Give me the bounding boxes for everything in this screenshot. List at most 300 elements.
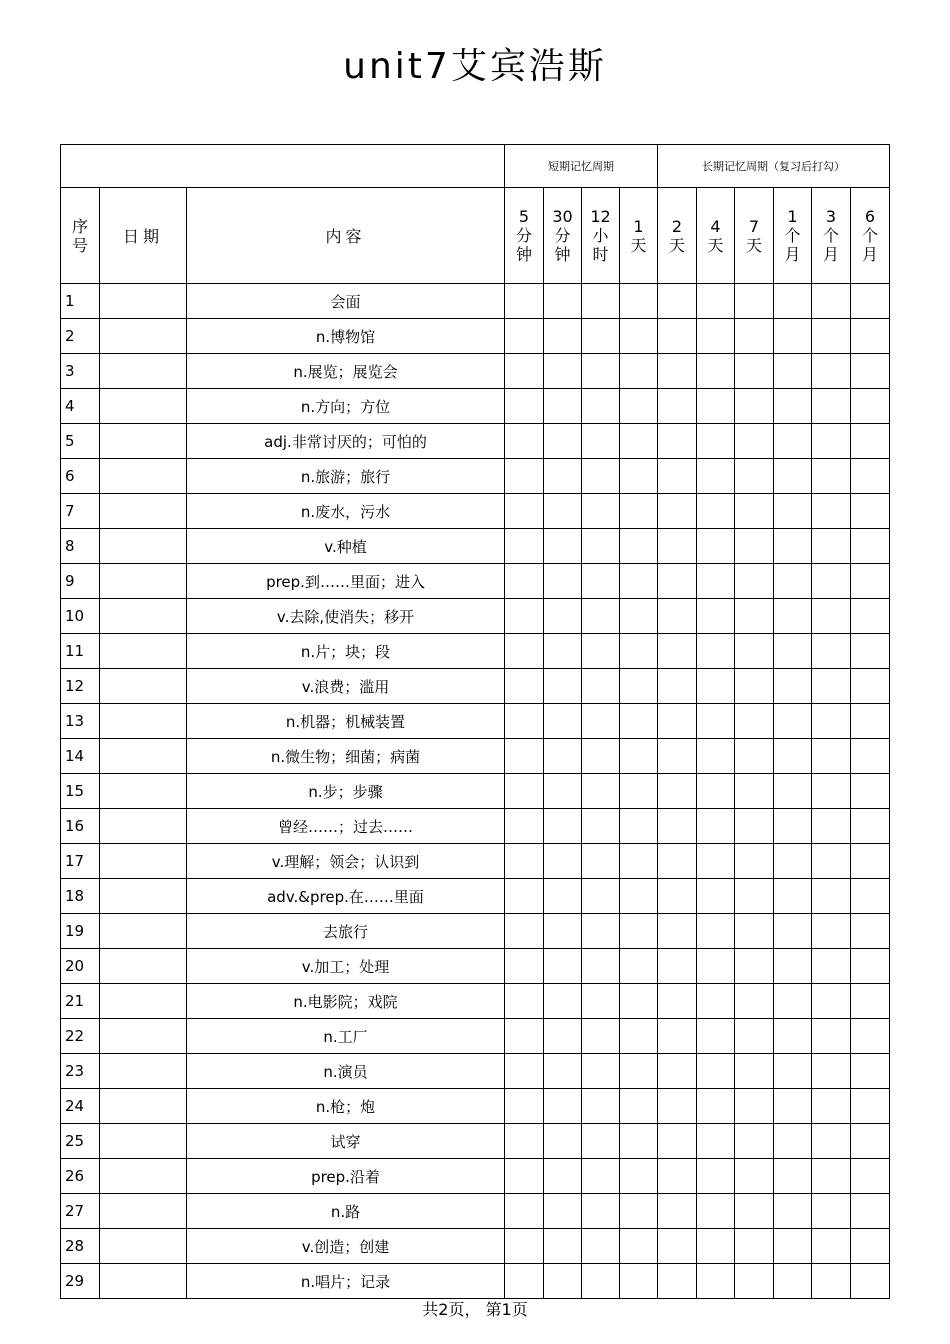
review-check-cell[interactable] bbox=[735, 1264, 774, 1299]
review-check-cell[interactable] bbox=[774, 1124, 812, 1159]
review-check-cell[interactable] bbox=[620, 739, 658, 774]
review-check-cell[interactable] bbox=[620, 424, 658, 459]
review-check-cell[interactable] bbox=[697, 949, 735, 984]
review-check-cell[interactable] bbox=[697, 424, 735, 459]
review-check-cell[interactable] bbox=[620, 284, 658, 319]
review-check-cell[interactable] bbox=[544, 1054, 582, 1089]
review-check-cell[interactable] bbox=[697, 1229, 735, 1264]
review-check-cell[interactable] bbox=[812, 1124, 851, 1159]
review-check-cell[interactable] bbox=[812, 774, 851, 809]
review-check-cell[interactable] bbox=[505, 564, 544, 599]
review-check-cell[interactable] bbox=[812, 529, 851, 564]
review-check-cell[interactable] bbox=[620, 564, 658, 599]
review-check-cell[interactable] bbox=[582, 1019, 620, 1054]
review-check-cell[interactable] bbox=[544, 319, 582, 354]
review-check-cell[interactable] bbox=[620, 809, 658, 844]
review-check-cell[interactable] bbox=[851, 1229, 890, 1264]
review-check-cell[interactable] bbox=[658, 1264, 697, 1299]
review-check-cell[interactable] bbox=[735, 1194, 774, 1229]
review-check-cell[interactable] bbox=[697, 354, 735, 389]
review-check-cell[interactable] bbox=[620, 1089, 658, 1124]
review-check-cell[interactable] bbox=[582, 844, 620, 879]
review-check-cell[interactable] bbox=[582, 389, 620, 424]
review-check-cell[interactable] bbox=[544, 1159, 582, 1194]
review-check-cell[interactable] bbox=[582, 809, 620, 844]
review-check-cell[interactable] bbox=[735, 844, 774, 879]
review-check-cell[interactable] bbox=[544, 774, 582, 809]
review-check-cell[interactable] bbox=[658, 389, 697, 424]
review-check-cell[interactable] bbox=[697, 914, 735, 949]
date-cell[interactable] bbox=[100, 634, 187, 669]
review-check-cell[interactable] bbox=[697, 634, 735, 669]
review-check-cell[interactable] bbox=[658, 529, 697, 564]
review-check-cell[interactable] bbox=[544, 284, 582, 319]
review-check-cell[interactable] bbox=[774, 459, 812, 494]
review-check-cell[interactable] bbox=[812, 704, 851, 739]
review-check-cell[interactable] bbox=[851, 319, 890, 354]
review-check-cell[interactable] bbox=[735, 1159, 774, 1194]
review-check-cell[interactable] bbox=[774, 634, 812, 669]
review-check-cell[interactable] bbox=[812, 1229, 851, 1264]
review-check-cell[interactable] bbox=[735, 914, 774, 949]
review-check-cell[interactable] bbox=[774, 599, 812, 634]
date-cell[interactable] bbox=[100, 669, 187, 704]
review-check-cell[interactable] bbox=[658, 284, 697, 319]
review-check-cell[interactable] bbox=[544, 529, 582, 564]
review-check-cell[interactable] bbox=[582, 319, 620, 354]
review-check-cell[interactable] bbox=[735, 879, 774, 914]
review-check-cell[interactable] bbox=[812, 1019, 851, 1054]
review-check-cell[interactable] bbox=[774, 284, 812, 319]
review-check-cell[interactable] bbox=[582, 529, 620, 564]
review-check-cell[interactable] bbox=[658, 1124, 697, 1159]
review-check-cell[interactable] bbox=[658, 1229, 697, 1264]
date-cell[interactable] bbox=[100, 844, 187, 879]
review-check-cell[interactable] bbox=[851, 879, 890, 914]
review-check-cell[interactable] bbox=[505, 319, 544, 354]
review-check-cell[interactable] bbox=[735, 739, 774, 774]
review-check-cell[interactable] bbox=[620, 389, 658, 424]
date-cell[interactable] bbox=[100, 1229, 187, 1264]
review-check-cell[interactable] bbox=[505, 1229, 544, 1264]
review-check-cell[interactable] bbox=[582, 1194, 620, 1229]
review-check-cell[interactable] bbox=[658, 669, 697, 704]
date-cell[interactable] bbox=[100, 774, 187, 809]
review-check-cell[interactable] bbox=[851, 564, 890, 599]
review-check-cell[interactable] bbox=[812, 354, 851, 389]
review-check-cell[interactable] bbox=[851, 1124, 890, 1159]
review-check-cell[interactable] bbox=[851, 809, 890, 844]
review-check-cell[interactable] bbox=[505, 774, 544, 809]
review-check-cell[interactable] bbox=[582, 634, 620, 669]
review-check-cell[interactable] bbox=[774, 949, 812, 984]
review-check-cell[interactable] bbox=[505, 704, 544, 739]
date-cell[interactable] bbox=[100, 1089, 187, 1124]
review-check-cell[interactable] bbox=[812, 1159, 851, 1194]
review-check-cell[interactable] bbox=[505, 914, 544, 949]
review-check-cell[interactable] bbox=[544, 1229, 582, 1264]
review-check-cell[interactable] bbox=[620, 494, 658, 529]
review-check-cell[interactable] bbox=[812, 634, 851, 669]
review-check-cell[interactable] bbox=[697, 774, 735, 809]
review-check-cell[interactable] bbox=[620, 704, 658, 739]
review-check-cell[interactable] bbox=[505, 599, 544, 634]
review-check-cell[interactable] bbox=[851, 914, 890, 949]
date-cell[interactable] bbox=[100, 424, 187, 459]
review-check-cell[interactable] bbox=[812, 494, 851, 529]
review-check-cell[interactable] bbox=[620, 1159, 658, 1194]
review-check-cell[interactable] bbox=[658, 564, 697, 599]
review-check-cell[interactable] bbox=[544, 494, 582, 529]
review-check-cell[interactable] bbox=[620, 319, 658, 354]
date-cell[interactable] bbox=[100, 599, 187, 634]
review-check-cell[interactable] bbox=[735, 949, 774, 984]
review-check-cell[interactable] bbox=[812, 1264, 851, 1299]
review-check-cell[interactable] bbox=[774, 564, 812, 599]
review-check-cell[interactable] bbox=[774, 1054, 812, 1089]
review-check-cell[interactable] bbox=[582, 1054, 620, 1089]
review-check-cell[interactable] bbox=[774, 914, 812, 949]
review-check-cell[interactable] bbox=[505, 739, 544, 774]
review-check-cell[interactable] bbox=[658, 879, 697, 914]
review-check-cell[interactable] bbox=[505, 284, 544, 319]
date-cell[interactable] bbox=[100, 949, 187, 984]
review-check-cell[interactable] bbox=[544, 1194, 582, 1229]
review-check-cell[interactable] bbox=[544, 1124, 582, 1159]
date-cell[interactable] bbox=[100, 459, 187, 494]
date-cell[interactable] bbox=[100, 354, 187, 389]
date-cell[interactable] bbox=[100, 319, 187, 354]
review-check-cell[interactable] bbox=[582, 879, 620, 914]
review-check-cell[interactable] bbox=[505, 494, 544, 529]
review-check-cell[interactable] bbox=[658, 1019, 697, 1054]
date-cell[interactable] bbox=[100, 284, 187, 319]
review-check-cell[interactable] bbox=[620, 669, 658, 704]
review-check-cell[interactable] bbox=[505, 949, 544, 984]
review-check-cell[interactable] bbox=[697, 1264, 735, 1299]
review-check-cell[interactable] bbox=[620, 599, 658, 634]
review-check-cell[interactable] bbox=[697, 1054, 735, 1089]
review-check-cell[interactable] bbox=[851, 529, 890, 564]
review-check-cell[interactable] bbox=[774, 809, 812, 844]
review-check-cell[interactable] bbox=[620, 949, 658, 984]
review-check-cell[interactable] bbox=[735, 459, 774, 494]
review-check-cell[interactable] bbox=[735, 634, 774, 669]
date-cell[interactable] bbox=[100, 914, 187, 949]
review-check-cell[interactable] bbox=[697, 1194, 735, 1229]
review-check-cell[interactable] bbox=[735, 424, 774, 459]
review-check-cell[interactable] bbox=[812, 914, 851, 949]
review-check-cell[interactable] bbox=[697, 564, 735, 599]
review-check-cell[interactable] bbox=[697, 739, 735, 774]
review-check-cell[interactable] bbox=[620, 1264, 658, 1299]
review-check-cell[interactable] bbox=[735, 284, 774, 319]
review-check-cell[interactable] bbox=[505, 389, 544, 424]
review-check-cell[interactable] bbox=[851, 949, 890, 984]
review-check-cell[interactable] bbox=[774, 354, 812, 389]
date-cell[interactable] bbox=[100, 494, 187, 529]
date-cell[interactable] bbox=[100, 1019, 187, 1054]
review-check-cell[interactable] bbox=[735, 704, 774, 739]
review-check-cell[interactable] bbox=[620, 529, 658, 564]
review-check-cell[interactable] bbox=[697, 844, 735, 879]
review-check-cell[interactable] bbox=[505, 1159, 544, 1194]
review-check-cell[interactable] bbox=[505, 1264, 544, 1299]
date-cell[interactable] bbox=[100, 704, 187, 739]
review-check-cell[interactable] bbox=[735, 494, 774, 529]
review-check-cell[interactable] bbox=[620, 634, 658, 669]
review-check-cell[interactable] bbox=[851, 739, 890, 774]
review-check-cell[interactable] bbox=[774, 669, 812, 704]
review-check-cell[interactable] bbox=[812, 459, 851, 494]
review-check-cell[interactable] bbox=[851, 774, 890, 809]
review-check-cell[interactable] bbox=[851, 599, 890, 634]
review-check-cell[interactable] bbox=[658, 949, 697, 984]
review-check-cell[interactable] bbox=[544, 809, 582, 844]
review-check-cell[interactable] bbox=[544, 879, 582, 914]
review-check-cell[interactable] bbox=[544, 914, 582, 949]
review-check-cell[interactable] bbox=[582, 1159, 620, 1194]
review-check-cell[interactable] bbox=[505, 879, 544, 914]
review-check-cell[interactable] bbox=[620, 1019, 658, 1054]
review-check-cell[interactable] bbox=[658, 704, 697, 739]
review-check-cell[interactable] bbox=[544, 984, 582, 1019]
review-check-cell[interactable] bbox=[505, 984, 544, 1019]
review-check-cell[interactable] bbox=[582, 599, 620, 634]
review-check-cell[interactable] bbox=[620, 1054, 658, 1089]
review-check-cell[interactable] bbox=[697, 669, 735, 704]
review-check-cell[interactable] bbox=[582, 1089, 620, 1124]
review-check-cell[interactable] bbox=[544, 1089, 582, 1124]
review-check-cell[interactable] bbox=[505, 529, 544, 564]
review-check-cell[interactable] bbox=[658, 634, 697, 669]
review-check-cell[interactable] bbox=[851, 1159, 890, 1194]
review-check-cell[interactable] bbox=[658, 914, 697, 949]
date-cell[interactable] bbox=[100, 564, 187, 599]
review-check-cell[interactable] bbox=[544, 739, 582, 774]
review-check-cell[interactable] bbox=[544, 704, 582, 739]
review-check-cell[interactable] bbox=[812, 1194, 851, 1229]
review-check-cell[interactable] bbox=[774, 739, 812, 774]
review-check-cell[interactable] bbox=[735, 564, 774, 599]
review-check-cell[interactable] bbox=[582, 774, 620, 809]
review-check-cell[interactable] bbox=[812, 739, 851, 774]
review-check-cell[interactable] bbox=[697, 704, 735, 739]
review-check-cell[interactable] bbox=[582, 354, 620, 389]
review-check-cell[interactable] bbox=[812, 1054, 851, 1089]
review-check-cell[interactable] bbox=[582, 704, 620, 739]
review-check-cell[interactable] bbox=[812, 284, 851, 319]
review-check-cell[interactable] bbox=[851, 1194, 890, 1229]
review-check-cell[interactable] bbox=[582, 739, 620, 774]
review-check-cell[interactable] bbox=[658, 1089, 697, 1124]
review-check-cell[interactable] bbox=[851, 984, 890, 1019]
review-check-cell[interactable] bbox=[544, 1019, 582, 1054]
review-check-cell[interactable] bbox=[505, 424, 544, 459]
review-check-cell[interactable] bbox=[735, 669, 774, 704]
review-check-cell[interactable] bbox=[582, 1264, 620, 1299]
date-cell[interactable] bbox=[100, 1054, 187, 1089]
review-check-cell[interactable] bbox=[812, 879, 851, 914]
review-check-cell[interactable] bbox=[505, 459, 544, 494]
review-check-cell[interactable] bbox=[658, 1054, 697, 1089]
review-check-cell[interactable] bbox=[851, 494, 890, 529]
review-check-cell[interactable] bbox=[735, 1229, 774, 1264]
review-check-cell[interactable] bbox=[697, 599, 735, 634]
review-check-cell[interactable] bbox=[658, 844, 697, 879]
review-check-cell[interactable] bbox=[582, 669, 620, 704]
date-cell[interactable] bbox=[100, 1194, 187, 1229]
review-check-cell[interactable] bbox=[851, 1089, 890, 1124]
review-check-cell[interactable] bbox=[544, 669, 582, 704]
review-check-cell[interactable] bbox=[505, 1019, 544, 1054]
review-check-cell[interactable] bbox=[812, 949, 851, 984]
review-check-cell[interactable] bbox=[582, 424, 620, 459]
review-check-cell[interactable] bbox=[505, 1124, 544, 1159]
review-check-cell[interactable] bbox=[658, 984, 697, 1019]
review-check-cell[interactable] bbox=[620, 844, 658, 879]
review-check-cell[interactable] bbox=[620, 914, 658, 949]
review-check-cell[interactable] bbox=[812, 844, 851, 879]
review-check-cell[interactable] bbox=[697, 529, 735, 564]
date-cell[interactable] bbox=[100, 879, 187, 914]
review-check-cell[interactable] bbox=[851, 669, 890, 704]
review-check-cell[interactable] bbox=[735, 389, 774, 424]
review-check-cell[interactable] bbox=[658, 354, 697, 389]
review-check-cell[interactable] bbox=[505, 1089, 544, 1124]
review-check-cell[interactable] bbox=[544, 389, 582, 424]
review-check-cell[interactable] bbox=[735, 319, 774, 354]
review-check-cell[interactable] bbox=[812, 984, 851, 1019]
review-check-cell[interactable] bbox=[697, 284, 735, 319]
review-check-cell[interactable] bbox=[851, 844, 890, 879]
review-check-cell[interactable] bbox=[582, 494, 620, 529]
date-cell[interactable] bbox=[100, 1264, 187, 1299]
date-cell[interactable] bbox=[100, 809, 187, 844]
review-check-cell[interactable] bbox=[544, 459, 582, 494]
review-check-cell[interactable] bbox=[658, 1159, 697, 1194]
review-check-cell[interactable] bbox=[774, 319, 812, 354]
review-check-cell[interactable] bbox=[735, 774, 774, 809]
review-check-cell[interactable] bbox=[735, 809, 774, 844]
review-check-cell[interactable] bbox=[544, 844, 582, 879]
review-check-cell[interactable] bbox=[851, 284, 890, 319]
review-check-cell[interactable] bbox=[774, 389, 812, 424]
review-check-cell[interactable] bbox=[620, 1194, 658, 1229]
review-check-cell[interactable] bbox=[582, 914, 620, 949]
review-check-cell[interactable] bbox=[582, 949, 620, 984]
review-check-cell[interactable] bbox=[544, 354, 582, 389]
review-check-cell[interactable] bbox=[774, 1229, 812, 1264]
review-check-cell[interactable] bbox=[774, 1019, 812, 1054]
review-check-cell[interactable] bbox=[658, 599, 697, 634]
review-check-cell[interactable] bbox=[774, 984, 812, 1019]
review-check-cell[interactable] bbox=[735, 1124, 774, 1159]
review-check-cell[interactable] bbox=[697, 389, 735, 424]
review-check-cell[interactable] bbox=[658, 319, 697, 354]
date-cell[interactable] bbox=[100, 1124, 187, 1159]
review-check-cell[interactable] bbox=[544, 599, 582, 634]
date-cell[interactable] bbox=[100, 529, 187, 564]
review-check-cell[interactable] bbox=[812, 809, 851, 844]
review-check-cell[interactable] bbox=[658, 809, 697, 844]
review-check-cell[interactable] bbox=[812, 564, 851, 599]
review-check-cell[interactable] bbox=[582, 284, 620, 319]
date-cell[interactable] bbox=[100, 984, 187, 1019]
review-check-cell[interactable] bbox=[812, 599, 851, 634]
date-cell[interactable] bbox=[100, 389, 187, 424]
review-check-cell[interactable] bbox=[544, 949, 582, 984]
review-check-cell[interactable] bbox=[774, 1089, 812, 1124]
review-check-cell[interactable] bbox=[851, 1264, 890, 1299]
review-check-cell[interactable] bbox=[582, 984, 620, 1019]
review-check-cell[interactable] bbox=[851, 389, 890, 424]
review-check-cell[interactable] bbox=[735, 1019, 774, 1054]
review-check-cell[interactable] bbox=[697, 1019, 735, 1054]
review-check-cell[interactable] bbox=[544, 634, 582, 669]
review-check-cell[interactable] bbox=[735, 984, 774, 1019]
review-check-cell[interactable] bbox=[735, 1089, 774, 1124]
review-check-cell[interactable] bbox=[774, 1159, 812, 1194]
date-cell[interactable] bbox=[100, 1159, 187, 1194]
review-check-cell[interactable] bbox=[544, 564, 582, 599]
review-check-cell[interactable] bbox=[505, 809, 544, 844]
review-check-cell[interactable] bbox=[812, 669, 851, 704]
review-check-cell[interactable] bbox=[812, 424, 851, 459]
review-check-cell[interactable] bbox=[582, 1229, 620, 1264]
review-check-cell[interactable] bbox=[774, 704, 812, 739]
review-check-cell[interactable] bbox=[774, 424, 812, 459]
review-check-cell[interactable] bbox=[620, 774, 658, 809]
review-check-cell[interactable] bbox=[697, 1124, 735, 1159]
review-check-cell[interactable] bbox=[620, 1124, 658, 1159]
review-check-cell[interactable] bbox=[544, 424, 582, 459]
review-check-cell[interactable] bbox=[812, 1089, 851, 1124]
review-check-cell[interactable] bbox=[697, 809, 735, 844]
review-check-cell[interactable] bbox=[735, 529, 774, 564]
review-check-cell[interactable] bbox=[582, 564, 620, 599]
review-check-cell[interactable] bbox=[582, 459, 620, 494]
review-check-cell[interactable] bbox=[505, 1194, 544, 1229]
review-check-cell[interactable] bbox=[774, 529, 812, 564]
review-check-cell[interactable] bbox=[505, 669, 544, 704]
review-check-cell[interactable] bbox=[658, 424, 697, 459]
review-check-cell[interactable] bbox=[505, 354, 544, 389]
review-check-cell[interactable] bbox=[851, 1019, 890, 1054]
review-check-cell[interactable] bbox=[774, 1264, 812, 1299]
review-check-cell[interactable] bbox=[620, 354, 658, 389]
review-check-cell[interactable] bbox=[697, 879, 735, 914]
review-check-cell[interactable] bbox=[851, 459, 890, 494]
review-check-cell[interactable] bbox=[697, 459, 735, 494]
review-check-cell[interactable] bbox=[812, 319, 851, 354]
review-check-cell[interactable] bbox=[735, 599, 774, 634]
review-check-cell[interactable] bbox=[658, 1194, 697, 1229]
review-check-cell[interactable] bbox=[505, 844, 544, 879]
date-cell[interactable] bbox=[100, 739, 187, 774]
review-check-cell[interactable] bbox=[658, 494, 697, 529]
review-check-cell[interactable] bbox=[851, 354, 890, 389]
review-check-cell[interactable] bbox=[774, 1194, 812, 1229]
review-check-cell[interactable] bbox=[658, 739, 697, 774]
review-check-cell[interactable] bbox=[658, 774, 697, 809]
review-check-cell[interactable] bbox=[851, 634, 890, 669]
review-check-cell[interactable] bbox=[697, 984, 735, 1019]
review-check-cell[interactable] bbox=[774, 879, 812, 914]
review-check-cell[interactable] bbox=[620, 459, 658, 494]
review-check-cell[interactable] bbox=[774, 844, 812, 879]
review-check-cell[interactable] bbox=[544, 1264, 582, 1299]
